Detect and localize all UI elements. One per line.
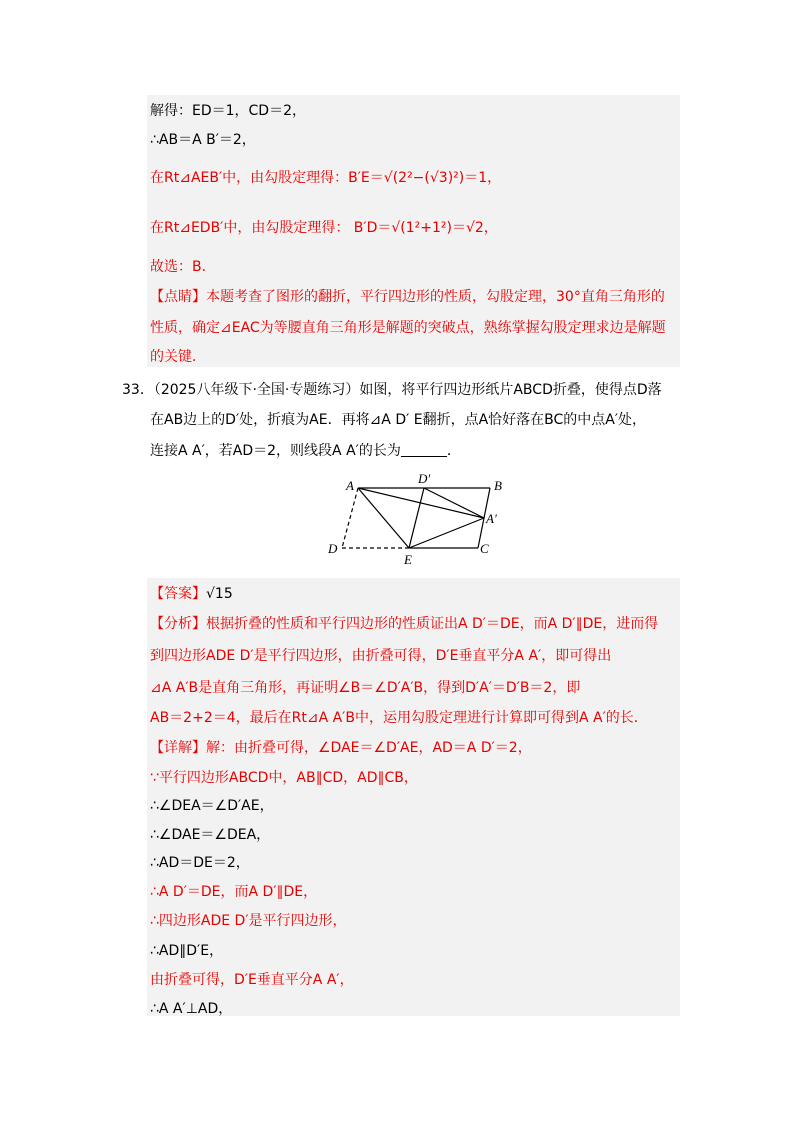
detail-line-7: ∴四边形ADE D′是平行四边形， — [150, 913, 347, 929]
segment-ea1 — [409, 518, 484, 548]
detail-line-9: 由折叠可得，D′E垂直平分A A′， — [150, 972, 354, 988]
pythagoras-line-1: 在Rt⊿AEB′中，由勾股定理得：B′E＝√(2²−(√3)²)＝1， — [150, 170, 502, 186]
question-number: 33． — [122, 382, 154, 398]
detail-line-1 — [150, 738, 532, 758]
analysis-line-2: 到四边形ADE D′是平行四边形，由折叠可得，D′E垂直平分A A′，即可得出 — [150, 648, 612, 664]
question-text-3: 连接A A′，若AD＝2，则线段A A′的长为 — [150, 443, 401, 459]
question-text-1: （2025八年级下·全国·专题练习）如图，将平行四边形纸片ABCD折叠，使得点D落 — [153, 382, 662, 398]
detail-line-6: ∴A D′＝DE，而A D′∥DE， — [150, 884, 318, 900]
detail-line-5: ∴AD＝DE＝2， — [150, 855, 250, 871]
segment-ad-dashed — [342, 488, 358, 548]
answer-blank — [401, 442, 447, 457]
label-a-prime: A′ — [486, 511, 497, 526]
answer-value: √15 — [206, 586, 233, 602]
choice-line: 故选：B． — [150, 259, 216, 275]
question-line-1 — [122, 380, 662, 400]
segment-ae — [358, 488, 409, 548]
label-a: A — [346, 478, 354, 493]
segment-d1e — [409, 488, 424, 548]
label-e: E — [404, 552, 412, 567]
solve-result-line: 解得：ED＝1，CD＝2， — [150, 103, 306, 119]
answer-tag: 【答案】 — [150, 586, 206, 602]
analysis-line-4: AB＝2+2＝4，最后在Rt⊿A A′B中，运用勾股定理进行计算即可得到A A′的长． — [150, 710, 648, 726]
comment-line-2: 性质，确定⊿EAC为等腰直角三角形是解题的突破点，熟练掌握勾股定理求边是解题 — [150, 320, 666, 336]
detail-line-8: ∴AD∥D′E， — [150, 943, 224, 959]
label-b: B — [494, 478, 502, 493]
question-line-3 — [150, 441, 461, 461]
detail-tag: 【详解】 — [150, 740, 206, 756]
detail-line-10: ∴A A′⊥AD， — [150, 1001, 233, 1017]
question-end: ． — [446, 443, 461, 459]
segment-aa1 — [358, 488, 484, 518]
comment-line-3: 的关键． — [150, 349, 206, 365]
detail-line-4: ∴∠DAE＝∠DEA， — [150, 827, 271, 843]
comment-line-1 — [150, 287, 665, 307]
detail-line-2: ∵平行四边形ABCD中，AB∥CD，AD∥CB， — [150, 770, 418, 786]
segment-d1a1 — [424, 488, 484, 518]
label-d: D — [328, 541, 338, 556]
question-line-2: 在AB边上的D′处，折痕为AE．再将⊿A D′ E翻折，点A恰好落在BC的中点A′处， — [150, 412, 647, 428]
analysis-text-1: 根据折叠的性质和平行四边形的性质证出A D′＝DE，而A D′∥DE，进而得 — [206, 616, 659, 632]
comment-text-1: 本题考查了图形的翻折，平行四边形的性质，勾股定理，30°直角三角形的 — [206, 289, 665, 305]
answer-line — [150, 584, 233, 604]
comment-tag: 【点睛】 — [150, 289, 206, 305]
pythagoras-line-2: 在Rt⊿EDB′中，由勾股定理得： B′D＝√(1²+1²)＝√2， — [150, 220, 498, 236]
analysis-line-1 — [150, 614, 658, 634]
analysis-line-3: ⊿A A′B是直角三角形，再证明∠B＝∠D′A′B，得到D′A′＝D′B＝2，即 — [150, 680, 581, 696]
ab-equation-line: ∴AB＝A B′＝2， — [150, 132, 256, 148]
analysis-tag: 【分析】 — [150, 616, 206, 632]
label-c: C — [480, 541, 489, 556]
detail-line-3: ∴∠DEA＝∠D′AE， — [150, 798, 274, 814]
parallelogram-figure — [320, 468, 510, 568]
detail-text-1: 解：由折叠可得，∠DAE＝∠D′AE，AD＝A D′＝2， — [206, 740, 532, 756]
label-d-prime: D′ — [418, 471, 431, 486]
